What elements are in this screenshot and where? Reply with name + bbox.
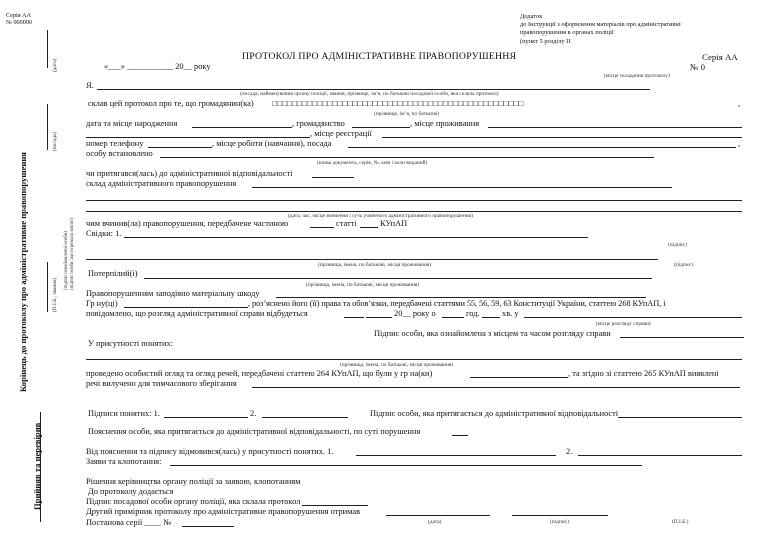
- witnesses-label: Свідки: 1.: [86, 229, 122, 238]
- signatures-label: Підписи понятих: 1.: [88, 409, 160, 418]
- citizenship-field[interactable]: [352, 127, 410, 128]
- officer-field[interactable]: [97, 89, 650, 90]
- residence-continued-field[interactable]: [86, 137, 310, 138]
- refusal-2-label: 2.: [566, 447, 573, 456]
- minute-field[interactable]: [482, 317, 500, 318]
- date-line: «___» ___________ 20__ року: [104, 62, 211, 71]
- stub-post-line: [47, 104, 48, 150]
- copy-pib-hint: (П.І.Б.): [672, 519, 689, 525]
- victim-hint: (прізвища, імена, по батькові, місця проживання): [306, 282, 420, 288]
- drafted-label: склав цей протокол про те, що громадянин(ка): [88, 99, 254, 108]
- officer-sign-label: Підпис посадової особи органу поліції, яка склала протокол: [86, 497, 301, 506]
- stub-sign-hint-2: (підпис особи, що отримала копію): [70, 217, 75, 290]
- prior-field[interactable]: [312, 177, 354, 178]
- stub-series-label: Серія АА: [6, 12, 32, 19]
- acquainted-sign-field[interactable]: [620, 337, 744, 338]
- seized-label: , та згідно зі статтею 265 КУпАП виявлені: [568, 369, 719, 378]
- stub-post-hint: (посада): [52, 131, 58, 151]
- witness-sign-hint-2: (підпис): [674, 262, 693, 268]
- phone-label: номер телефону: [86, 139, 144, 148]
- copy-sign-hint: (підпис): [550, 519, 569, 525]
- offence-field-2[interactable]: [86, 200, 742, 201]
- search-name-field[interactable]: [470, 377, 568, 378]
- refusal-2-field[interactable]: [578, 455, 742, 456]
- place-hint: (місце складання протоколу): [604, 73, 670, 79]
- notified-text: повідомлено, що розгляд адміністративної справи відбудеться: [86, 309, 308, 318]
- signature-2-field[interactable]: [262, 417, 348, 418]
- offender-sign-field[interactable]: [618, 417, 742, 418]
- attesting-field[interactable]: [86, 359, 742, 360]
- witness-1-field[interactable]: [124, 237, 588, 238]
- identified-field[interactable]: [160, 157, 654, 158]
- venue-field[interactable]: [524, 317, 742, 318]
- resolution-label: Постанова серії ____ №: [86, 518, 172, 527]
- appendix-line-2: правопорушення в органах поліції: [520, 29, 614, 36]
- stub-number-label: № 000000: [6, 19, 33, 26]
- comma-mark: ,: [738, 99, 741, 108]
- day-field[interactable]: [344, 317, 364, 318]
- seized-field[interactable]: [252, 387, 740, 388]
- name-hint: (прізвище, ім’я, по батькові): [374, 111, 440, 117]
- victims-field[interactable]: [144, 278, 652, 279]
- stub-accepted-line: [40, 412, 41, 522]
- rights-name-field[interactable]: [124, 307, 248, 308]
- appendix-line-3: (пункт 5 розділу ІІ: [520, 38, 571, 45]
- venue-hint: (місце розгляду справи): [596, 321, 651, 327]
- stub-spine-title: Корінець до протоколу про адміністративне правопорушення: [18, 152, 28, 392]
- identified-label: особу встановлено: [86, 149, 153, 158]
- signature-1-field[interactable]: [164, 417, 248, 418]
- article-field[interactable]: [360, 227, 378, 228]
- acquainted-label: Підпис особи, яка ознайомлена з місцем та часом розгляду справи: [374, 329, 611, 338]
- registration-label: , місце реєстрації: [310, 129, 372, 138]
- stub-accepted-label: Прийняв та перевірив: [32, 422, 42, 510]
- comma-mark-2: ,: [738, 139, 741, 148]
- offence-field-3[interactable]: [86, 211, 742, 212]
- residence-label: , місце проживання: [410, 119, 480, 128]
- refusal-label: Від пояснення та підпису відмовився(лась) у присутності понятих. 1.: [86, 447, 334, 456]
- minute-text: хв. у: [502, 309, 519, 318]
- damage-field[interactable]: [276, 297, 646, 298]
- officer-hint: (посада, найменування органу поліції, звання, прізвище, ім’я, по батькові посадової особи, яка склала протокол): [240, 91, 499, 97]
- decision-label: Рішення керівництва органу поліції за заявою, клопотанням: [86, 477, 301, 486]
- stub-name-hint: (П.І.Б., звання): [52, 277, 58, 312]
- ya-label: Я.: [86, 81, 94, 90]
- stub-date-line: [47, 30, 48, 68]
- offence-label: склад адміністративного правопорушення: [86, 179, 237, 188]
- work-field[interactable]: [348, 147, 736, 148]
- witness-2-field[interactable]: [86, 259, 658, 260]
- requests-field[interactable]: [170, 465, 642, 466]
- series-right: Серія АА: [702, 52, 738, 62]
- offence-hint: (дата, час, місце вчинення і суть учиненого адміністративного правопорушення): [288, 213, 473, 219]
- resolution-number-field[interactable]: [182, 526, 234, 527]
- citizen-name-boxes[interactable]: □□□□□□□□□□□□□□□□□□□□□□□□□□□□□□□□□□□□□□□□□□□□□□□□□□: [272, 99, 524, 108]
- document-hint: (назва документа, серія, №, ким і коли виданий): [317, 160, 428, 166]
- residence-field[interactable]: [488, 127, 742, 128]
- stub-name-line: [47, 262, 48, 312]
- stub-date-hint: (дата): [52, 58, 58, 72]
- damage-label: Правопорушенням заподіяно матеріальну шкоду: [86, 289, 260, 298]
- hour-text: год.: [466, 309, 480, 318]
- year-text: 20__ року о: [394, 309, 436, 318]
- page-title: ПРОТОКОЛ ПРО АДМІНІСТРАТИВНЕ ПРАВОПОРУШЕННЯ: [242, 51, 517, 62]
- presence-label: У присутності понятих:: [88, 339, 173, 348]
- appendix-line-1: до Інструкції з оформлення матеріалів про адміністративні: [520, 21, 681, 28]
- work-label: , місце роботи (навчання), посада: [212, 139, 332, 148]
- hour-field[interactable]: [442, 317, 464, 318]
- attesting-hint: (прізвища, імена, по батькові, місця проживання): [340, 362, 454, 368]
- copy-label: Другий примірник протоколу про адміністративне правопорушення отримав: [86, 507, 361, 516]
- article-label: статті: [336, 219, 357, 228]
- number-right: № 0: [690, 62, 705, 72]
- requests-label: Заяви та клопотання:: [86, 457, 162, 466]
- seized2-label: речі вилучено для тимчасового зберігання: [86, 379, 237, 388]
- victims-label: Потерпілий(і): [88, 269, 138, 278]
- search-label: проведено особистий огляд та огляд речей, передбачені статтею 264 КУпАП, що були у гр на(ки): [86, 369, 433, 378]
- part-field[interactable]: [310, 227, 334, 228]
- citizenship-label: , громадянство: [292, 119, 345, 128]
- registration-field[interactable]: [382, 137, 742, 138]
- birth-field[interactable]: [192, 127, 292, 128]
- prior-label: чи притягався(лась) до адміністративної відповідальності: [86, 169, 293, 178]
- rights-label: Гр ну(ці): [86, 299, 118, 308]
- committed-label: чим вчинив(ла) правопорушення, передбачене частиною: [86, 219, 289, 228]
- appendix-title: Додаток: [520, 13, 543, 20]
- rights-text: , роз’яснено його (її) права та обов’язки, передбачені статтями 55, 56, 59, 63 Конституції України, статтею 268 КУпАП, і: [248, 299, 666, 308]
- copy-date-field[interactable]: [386, 515, 490, 516]
- explanation-field[interactable]: [452, 435, 468, 436]
- stub-sign-hint-1: (підпис ознайомленої особи): [64, 231, 69, 290]
- witness-hint: (прізвища, імена, по батькові, місця проживання): [318, 262, 432, 268]
- attached-label: До протоколу додається: [88, 487, 174, 496]
- offender-sign-label: Підпис особи, яка притягається до адміністративної відповідальності: [370, 409, 619, 418]
- phone-field[interactable]: [148, 147, 212, 148]
- refusal-1-field[interactable]: [356, 455, 556, 456]
- birth-label: дата та місце народження: [86, 119, 178, 128]
- month-field[interactable]: [366, 317, 392, 318]
- copy-date-hint: (дата): [428, 519, 442, 525]
- offence-field[interactable]: [252, 187, 672, 188]
- explanation-label: Пояснення особи, яка притягається до адміністративної відповідальності, по суті порушення: [88, 427, 421, 436]
- officer-sign-field[interactable]: [302, 505, 368, 506]
- copy-sign-field[interactable]: [512, 515, 608, 516]
- kupap-label: КУпАП: [380, 219, 408, 228]
- signatures-2-label: 2.: [250, 409, 257, 418]
- witness-sign-hint: (підпис): [668, 242, 687, 248]
